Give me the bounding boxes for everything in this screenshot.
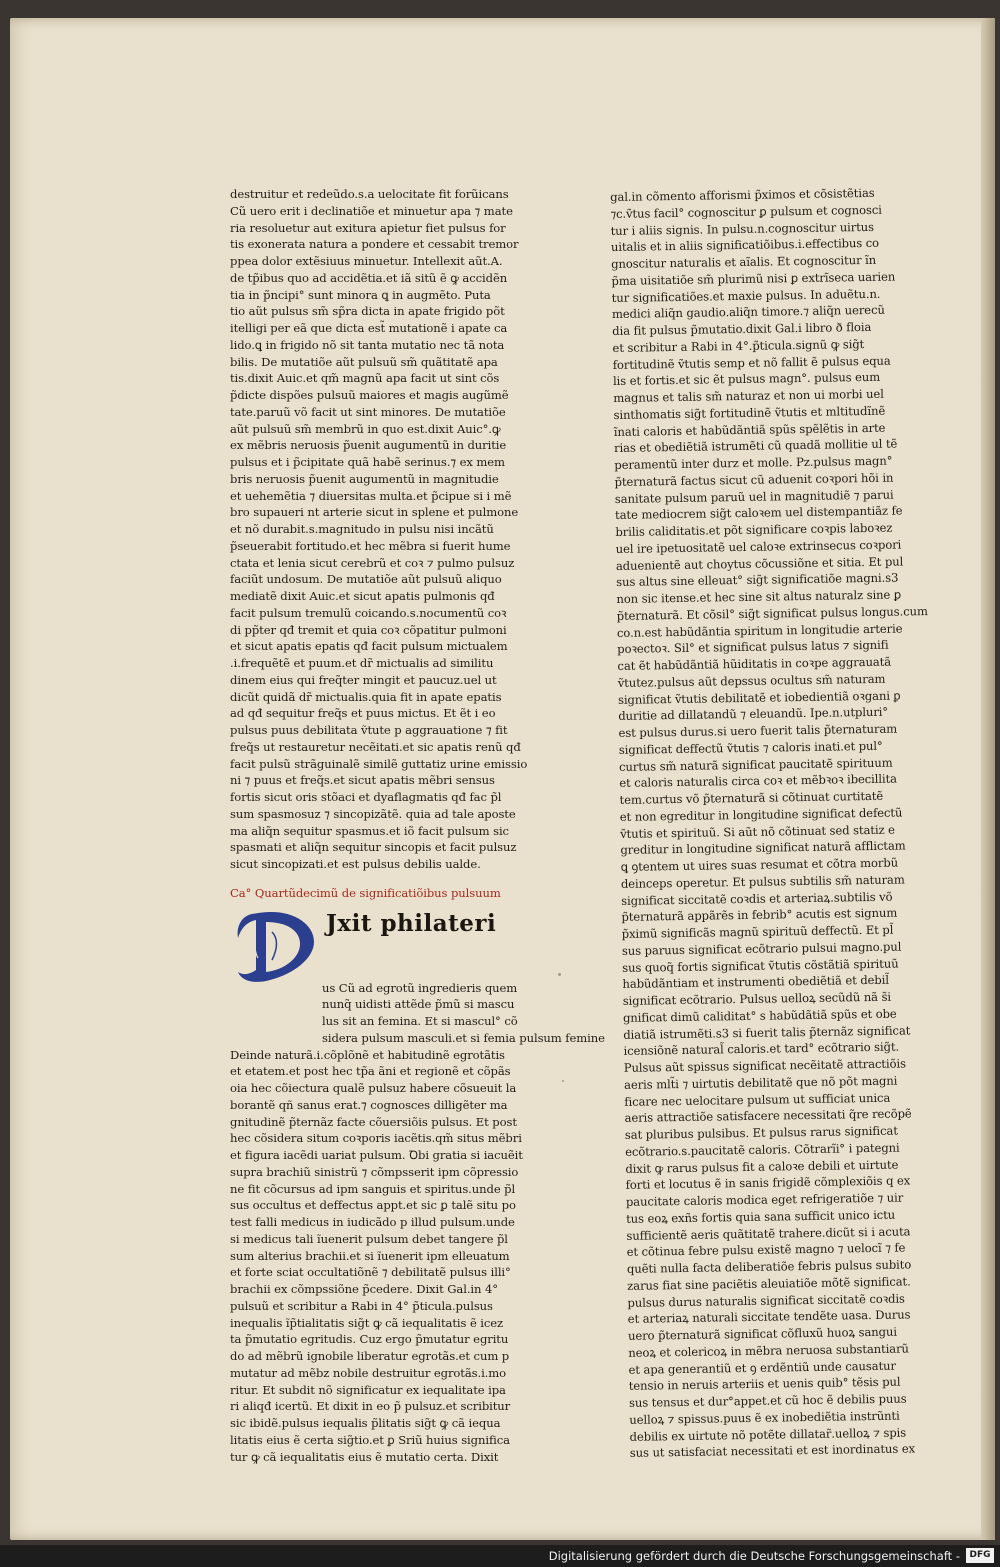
text-line: supra brachiũ sinistrũ ⁊ cõmpsserit ipm cõpressio xyxy=(230,1164,519,1179)
text-line: duritie ad dillatandũ ⁊ eleuandũ. Ipe.n.utpluri° xyxy=(618,704,889,724)
text-line: destruitur et redeũdo.s.a uelocitate fit forũicans xyxy=(230,187,509,201)
text-line: magnus et talis sm̃ naturaz et non ui morbi uel xyxy=(613,386,884,405)
text-line: sufficientẽ aeris quãtitatẽ trahere.dicũt si i acuta xyxy=(626,1223,911,1243)
text-line: facit pulsum tremulũ coicando.s.nocumentũ coꝛ xyxy=(230,605,507,620)
text-line: brilis caliditatis.et põt significare coꝛpis laboꝛez xyxy=(615,520,893,539)
text-line: Cũ uero erit i declinatiõe et minuetur apa ⁊ mate xyxy=(230,203,513,218)
left-column-top-text xyxy=(230,186,530,873)
text-line: cat ẽt habũdãntiã hũiditatis in coꝛpe aggrauatã xyxy=(617,654,892,673)
text-line: ritur. Et subdit nõ significatur ex iequalitate ipa xyxy=(230,1382,506,1397)
text-line: Deinde naturã.i.cõplõnẽ et habitudinẽ egrotãtis xyxy=(230,1047,505,1062)
text-line: rias et obediẽtiã istrumẽti cũ quadã mollitie ul tẽ xyxy=(613,436,898,456)
text-line: p̃ma uisitatiõe sm̃ plurimũ nisi ꝑ extrĩseca uarien xyxy=(611,269,896,288)
incipit-block xyxy=(230,908,530,980)
text-line: ad qđ sequitur freq̃s et puus mictus. Et ẽt i eo xyxy=(230,706,496,721)
dfg-logo-icon: DFG xyxy=(966,1548,994,1563)
text-line: hec cõsidera situm coꝛporis iacẽtis.qm̃ situs mẽbri xyxy=(230,1131,522,1146)
text-line: tate.paruũ võ facit ut sint minores. De mutatiõe xyxy=(230,404,506,419)
text-line: icensiõnẽ natural̃ caloris.et tard° ecõtrario sig̃t. xyxy=(623,1039,900,1059)
text-line: fortitudinẽ ṽtutis semp et nõ fallit ẽ pulsus equa xyxy=(612,353,891,372)
text-line: et caloris naturalis circa coꝛ et mẽbꝛoꝛ ibecillita xyxy=(619,771,898,791)
text-line: lis et fortis.et sic ẽt pulsus magn°. pulsus eum xyxy=(612,370,881,389)
text-line: ne fit cõcursus ad ipm sanguis et spiritus.unde p̃l xyxy=(230,1181,516,1196)
text-line: ri aliqđ icertũ. Et dixit in eo p̃ pulsuz.et scribitur xyxy=(230,1399,511,1414)
text-line: pulsus durus naturalis significat siccitatẽ coꝛdis xyxy=(627,1291,905,1310)
text-line: .i.frequẽtẽ et puum.et dr̃ mictualis ad similitu xyxy=(230,656,494,670)
text-line: habũdãntiam et instrumenti obediẽtiã et debil̃ xyxy=(622,972,890,992)
text-line: et scribitur a Rabi in 4°.p̃ticula.signũ ꝙ sig̃t xyxy=(612,336,865,355)
text-line: aũt pulsuũ sm̃ membrũ in quo est.dixit Auic°.ꝙ xyxy=(230,421,501,436)
text-line: sum alterius brachii.et si ĩuenerit ipm elleuatum xyxy=(230,1248,510,1263)
text-line: bris neruosis p̃uenit augumentũ in magnitudie xyxy=(230,471,499,486)
text-line: ṽtutis et spirituũ. Si aũt nõ cõtinuat sed statiz e xyxy=(620,822,895,841)
text-line: borantẽ qñ sanus erat.⁊ cognosces dilligẽter ma xyxy=(230,1097,508,1112)
text-line: significat deffectũ ṽtutis ⁊ caloris inati.et pul° xyxy=(618,738,883,757)
text-line: et nõ durabit.s.magnitudo in pulsu nisi incãtũ xyxy=(230,522,494,536)
text-line: peramentũ inter durz et molle. Pz.pulsus magn° xyxy=(614,453,893,472)
text-line: gal.in cõmento afforismi p̃ximos et cõsistẽtias xyxy=(610,185,875,204)
text-line: gnificat dimũ caliditat° s habũdãtiã spũs et obe xyxy=(622,1006,897,1025)
left-column-indented-lines xyxy=(230,980,605,1047)
text-line: tur i aliis signis. In pulsu.n.cognoscitur uirtus xyxy=(610,219,875,238)
text-line: ecõtrario.s.paucitatẽ caloris. Cõtrarĩi° i pategni xyxy=(625,1140,900,1159)
text-line: sus quoq̃ fortis significat ṽtutis cõstãtiã spirituũ xyxy=(622,956,899,975)
text-line: dixit ꝙ rarus pulsus fit a caloꝛe debili et uirtute xyxy=(625,1157,899,1176)
text-line: freq̃s ut restauretur necẽitati.et sic apatis renũ qđ xyxy=(230,739,521,754)
chapter-title: Quartũdecimũ de significatiõibus pulsuum xyxy=(254,885,501,900)
text-line: de tp̃ibus quo ad accidẽtia.et iã sitũ ẽ ꝙ accidẽn xyxy=(230,270,508,285)
text-line: non sic itense.et hec sine sit altus naturalz sine ꝑ xyxy=(616,587,902,606)
text-line: tensio in neruis arteriis et uenis quib° tẽsis pul xyxy=(628,1374,901,1394)
text-line: mediatẽ dixit Auic.et sicut apatis pulmonis qđ xyxy=(230,589,495,603)
text-line: si medicus tali ĩuenerit pulsum debet tangere p̃l xyxy=(230,1231,508,1246)
text-line: sus tensus et dur°appet.et cũ hoc ẽ debilis puus xyxy=(628,1391,907,1410)
text-line: ĩnati caloris et habũdãntiã spũs spẽlẽtis in arte xyxy=(613,420,886,439)
text-line: di pp̃ter qđ tremit et quia coꝛ cõpatitur pulmoni xyxy=(230,622,507,637)
text-line: et forte sciat occultatiõnẽ ⁊ debilitatẽ pulsus illi° xyxy=(230,1265,511,1280)
text-line: significat siccitatẽ coꝛdis et arteriaꝝ.subtilis võ xyxy=(621,889,893,908)
text-line: do ad mẽbrũ ignobile liberatur egrotãs.et cum p xyxy=(230,1349,510,1363)
text-line: quẽti nulla facta deliberatiõe febris pulsus subito xyxy=(626,1257,912,1276)
text-line: tem.curtus võ p̃ternaturã si cõtinuat curtitatẽ xyxy=(619,788,884,807)
text-line: ficare nec uelocitare pulsum ut sufficiat unica xyxy=(624,1090,891,1109)
text-line: tus eoꝝ exñs fortis quia sana sufficit unico ictu xyxy=(626,1207,896,1226)
text-line: tio aũt pulsus sm̃ sp̃ra dicta in apate frigido põt xyxy=(230,304,505,319)
text-line: ctata et lenia sicut cerebrũ et coꝛ ⁊ pulmo pulsuz xyxy=(230,555,515,570)
text-line: medici aliq̃n gaudio.aliq̃n timore.⁊ aliq̃n uerecũ xyxy=(611,302,885,322)
text-line: lus sit an femina. Et si mascul° cõ xyxy=(322,1014,518,1028)
text-line: ria resoluetur aut exitura apietur fiet pulsus for xyxy=(230,220,506,235)
text-line: tis.dixit Auic.et qm̃ magnũ apa facit ut sint cõs xyxy=(230,371,500,386)
text-line: inequalis ĩp̃tialitatis sig̃t ꝙ cã iequalitatis ẽ icez xyxy=(230,1315,504,1330)
text-line: p̃ternaturã appãrẽs in febrib° acutis est signum xyxy=(621,905,898,925)
text-line: et sicut apatis epatis qđ facit pulsum mictualem xyxy=(230,639,508,654)
left-text-column xyxy=(230,186,605,1465)
text-line: et uehemẽtia ⁊ diuersitas multa.et p̃cipue si i mẽ xyxy=(230,488,512,503)
text-line: dia fit pulsus p̃mutatio.dixit Gal.i libro ð floia xyxy=(612,319,872,338)
book-page xyxy=(10,18,995,1540)
text-line: mutatur ad mẽbz nobile destruitur egrotãs.i.mo xyxy=(230,1365,507,1380)
text-line: et non egreditur in longitudine significat defectũ xyxy=(619,805,903,824)
text-line: et etatem.et post hec tp̃a ãni et regionẽ et cõpãs xyxy=(230,1064,511,1079)
text-line: forti et locutus ẽ in sanis frigidẽ cõmplexiõis q ex xyxy=(625,1173,911,1193)
text-line: pulsuũ et scribitur a Rabi in 4° p̃ticula.pulsus xyxy=(230,1298,493,1313)
chapter-heading xyxy=(230,885,530,902)
text-line: p̃dicte dispões pulsuũ maiores et magis augũmẽ xyxy=(230,388,509,402)
text-line: ppea dolor extẽsiuus minuetur. Intellexit aũt.A. xyxy=(230,254,503,268)
paper-speck xyxy=(562,1080,564,1082)
text-line: p̃ximũ significãs magnũ spirituũ deffectũ. Et pl̃ xyxy=(621,922,894,941)
text-line: itelligi per eã que dicta est̃ mutationẽ i apate ca xyxy=(230,321,508,335)
text-line: ꝗ ꝯtentem ut uires suas resumat et cõtra morbũ xyxy=(620,855,899,874)
text-line: nunq̃ uidisti attẽde p̃mũ si mascu xyxy=(322,997,515,1012)
decorated-initial-d-icon xyxy=(232,908,322,986)
text-line: significat ṽtutis debilitatẽ et iobedientiã oꝛgani ꝑ xyxy=(617,688,901,707)
text-line: dinem eius qui freq̃ter mingit et paucuz.uel ut xyxy=(230,672,497,687)
text-line: est pulsus durus.si uero fuerit talis p̃ternaturam xyxy=(618,721,898,740)
left-column-bottom-text xyxy=(230,1047,530,1466)
text-line: aduenientẽ aut choytus cõcussiõne et sitia. Et pul xyxy=(615,553,904,573)
text-line: et figura iacẽdi uariat pulsum. Ꝺbi gratia si iacuẽit xyxy=(230,1148,523,1162)
text-line: uel ire ipetuositatẽ uel caloꝛe extrinsecus coꝛpori xyxy=(615,537,902,556)
text-line: neoꝝ et colericoꝝ in mẽbra neruosa substantiarũ xyxy=(628,1341,909,1360)
text-line: ex mẽbris neruosis p̃uenit augumentũ in duritie xyxy=(230,438,507,453)
text-line: et apa generantiũ et ꝯ erdẽntiũ unde causatur xyxy=(628,1358,896,1377)
text-line: uitalis et in aliis significatiõibus.i.effectibus co xyxy=(610,236,880,255)
footer-credit: Digitalisierung gefördert durch die Deutsche Forschungsgemeinschaft - xyxy=(548,1549,960,1563)
text-line: oia hec cõiectura qualẽ pulsuz habere cõsueuit la xyxy=(230,1081,517,1095)
text-line: ṽtutez.pulsus aũt depssus ocultus sm̃ naturam xyxy=(617,671,886,690)
text-line: test falli medicus in iudicãdo p illud pulsum.unde xyxy=(230,1215,515,1229)
text-line: sidera pulsum masculi.et si femia pulsum femine xyxy=(322,1030,605,1045)
text-line: bilis. De mutatiõe aũt pulsuũ sm̃ quãtitatẽ apa xyxy=(230,354,498,369)
text-line: zarus fiat sine paciẽtis aleuiatiõe mõtẽ significat. xyxy=(627,1274,911,1293)
text-line: tis exonerata natura a pondere et cessabit tremor xyxy=(230,237,519,252)
text-line: tate mediocrem sig̃t caloꝛem uel distempantiãz fe xyxy=(615,503,903,523)
text-line: gnitudinẽ p̃ternãz facte cõuersiõis pulsus. Et post xyxy=(230,1114,517,1129)
text-line: paucitate caloris modica eget refrigeratiõe ⁊ uir xyxy=(625,1190,904,1209)
text-line: sus occultus et deffectus appt.et sic ꝑ talẽ situ po xyxy=(230,1198,516,1213)
text-line: us Cũ ad egrotũ ingredieris quem xyxy=(322,980,518,995)
text-line: tur significatiões.et maxie pulsus. In aduẽtu.n. xyxy=(611,286,881,305)
text-line: sicut sincopizati.et est pulsus debilis ualde. xyxy=(230,857,481,871)
text-line: ta p̃mutatio egritudis. Cuz ergo p̃mutatur egritu xyxy=(230,1332,509,1347)
page-gutter-shadow xyxy=(981,18,995,1540)
text-line: facit pulsũ strãguinalẽ similẽ guttatiz urine emissio xyxy=(230,756,528,771)
text-line: et arteriaꝝ naturali siccitate tendẽte uasa. Durus xyxy=(627,1307,911,1327)
text-line: sat pluribus pulsibus. Et pulsus rarus significat xyxy=(624,1123,898,1142)
text-line: sus paruus significat ecõtrario pulsui magno.pul xyxy=(621,939,902,958)
text-line: significat ecõtrario. Pulsus uelloꝝ secũdũ nã s̃i xyxy=(622,989,892,1008)
text-line: sanitate pulsum paruũ uel in magnitudiẽ ⁊ parui xyxy=(614,487,894,506)
text-line: spasmati et aliq̃n sequitur sincopis et facit pulsuz xyxy=(230,840,517,855)
text-line: curtus sm̃ naturã significat paucitatẽ spirituum xyxy=(618,755,893,774)
text-line: gnoscitur naturalis et aĩalis. Et cognoscitur ĩn xyxy=(611,252,877,271)
footer-bar xyxy=(0,1545,1000,1567)
right-text-column xyxy=(610,184,930,1462)
text-line: fortis sicut oris stõaci et dyaflagmatis qđ fac p̃l xyxy=(230,790,502,804)
text-line: co.n.est habũdãntia spiritum in longitudie arterie xyxy=(616,620,903,640)
text-line: aeris attractiõe satisfacere necessitati q̃re recõpẽ xyxy=(624,1106,912,1126)
text-line: p̃ternaturã factus sicut cũ aduenit coꝛpori hõi in xyxy=(614,470,894,489)
text-line: ni ⁊ puus et freq̃s.et sicut apatis mẽbri sensus xyxy=(230,773,495,788)
text-line: litatis eius ẽ certa sig̃tio.et ꝑ Sriũ huius significa xyxy=(230,1432,510,1447)
text-line: sinthomatis sig̃t fortitudinẽ ṽtutis et mltitudĩnẽ xyxy=(613,403,886,422)
text-line: bro supaueri nt arterie sicut in splene et pulmone xyxy=(230,505,519,520)
text-line: diatiã istrumẽti.s3 si fuerit talis p̃ternãz significat xyxy=(623,1022,911,1042)
text-line: ma aliq̃n sequitur spasmus.et iõ facit pulsum sic xyxy=(230,823,509,838)
right-column-text xyxy=(610,184,930,1462)
text-line: brachii ex cõmpssiõne p̃cedere. Dixit Gal.in 4° xyxy=(230,1282,498,1296)
text-line: uelloꝝ ⁊ spissus.puus ẽ ex inobediẽtia instrũnti xyxy=(629,1408,900,1427)
text-line: poꝛectoꝛ. Sil° et significat pulsus latus ⁊ signifi xyxy=(617,637,889,657)
text-line: uero p̃ternaturã significat cõfluxũ huoꝝ sangui xyxy=(627,1324,898,1343)
text-line: p̃ternaturã. Et cõsil° sig̃t significat pulsus longus.cum xyxy=(616,603,928,623)
text-line: Pulsus aũt spissus significat necẽitatẽ attractiõis xyxy=(623,1056,906,1075)
text-line: sum spasmosuz ⁊ sincopizãtẽ. quia ad tale aposte xyxy=(230,806,516,821)
text-line: greditur in longitudine significat naturã afflictam xyxy=(620,838,906,858)
text-line: ⁊c.ṽtus facil° cognoscitur ꝑ pulsum et cognosci xyxy=(610,202,882,221)
text-line: debilis ex uirtute nõ potẽte dillatar̃.uelloꝝ ⁊ spis xyxy=(629,1425,907,1444)
text-line: pulsus puus debilitata ṽtute p aggrauatione ⁊ fit xyxy=(230,723,508,737)
text-line: tia in p̃ncipi° sunt minora ꝗ in augmẽto. Puta xyxy=(230,287,491,302)
text-line: sus altus sine elleuat° sig̃t significatiõe magni.s3 xyxy=(616,570,899,590)
text-line: aeris mlt̃i ⁊ uirtutis debilitatẽ que nõ põt magni xyxy=(623,1073,898,1092)
text-line: lido.ꝗ in frigido nõ sit tanta mutatio nec tã nota xyxy=(230,337,505,352)
paper-speck xyxy=(558,973,561,976)
text-line: sic ibidẽ.pulsus iequalis p̃litatis sig̃t ꝙ cã iequa xyxy=(230,1416,501,1430)
text-line: et cõtinua febre pulsu existẽ magno ⁊ uelocĩ ⁊ fe xyxy=(626,1240,906,1260)
text-line: sus ut satisfaciat necessitati et est inordinatus ex xyxy=(629,1441,916,1461)
text-line: faciũt undosum. De mutatiõe aũt pulsuũ aliquo xyxy=(230,572,502,587)
chapter-label: Ca° xyxy=(230,885,252,900)
text-line: dicũt quidã dr̃ mictualis.quia fit in apate epatis xyxy=(230,689,502,704)
incipit-text: Jxit philateri xyxy=(326,909,497,937)
text-line: deinceps operetur. Et pulsus subtilis sm̃ naturam xyxy=(620,872,905,891)
text-line: p̃seuerabit fortitudo.et hec mẽbra si fuerit hume xyxy=(230,538,511,553)
text-line: pulsus et i p̃cipitate quã habẽ serinus.⁊ ex mem xyxy=(230,455,505,469)
text-line: tur ꝙ cã iequalitatis eius ẽ mutatio certa. Dixit xyxy=(230,1449,499,1464)
